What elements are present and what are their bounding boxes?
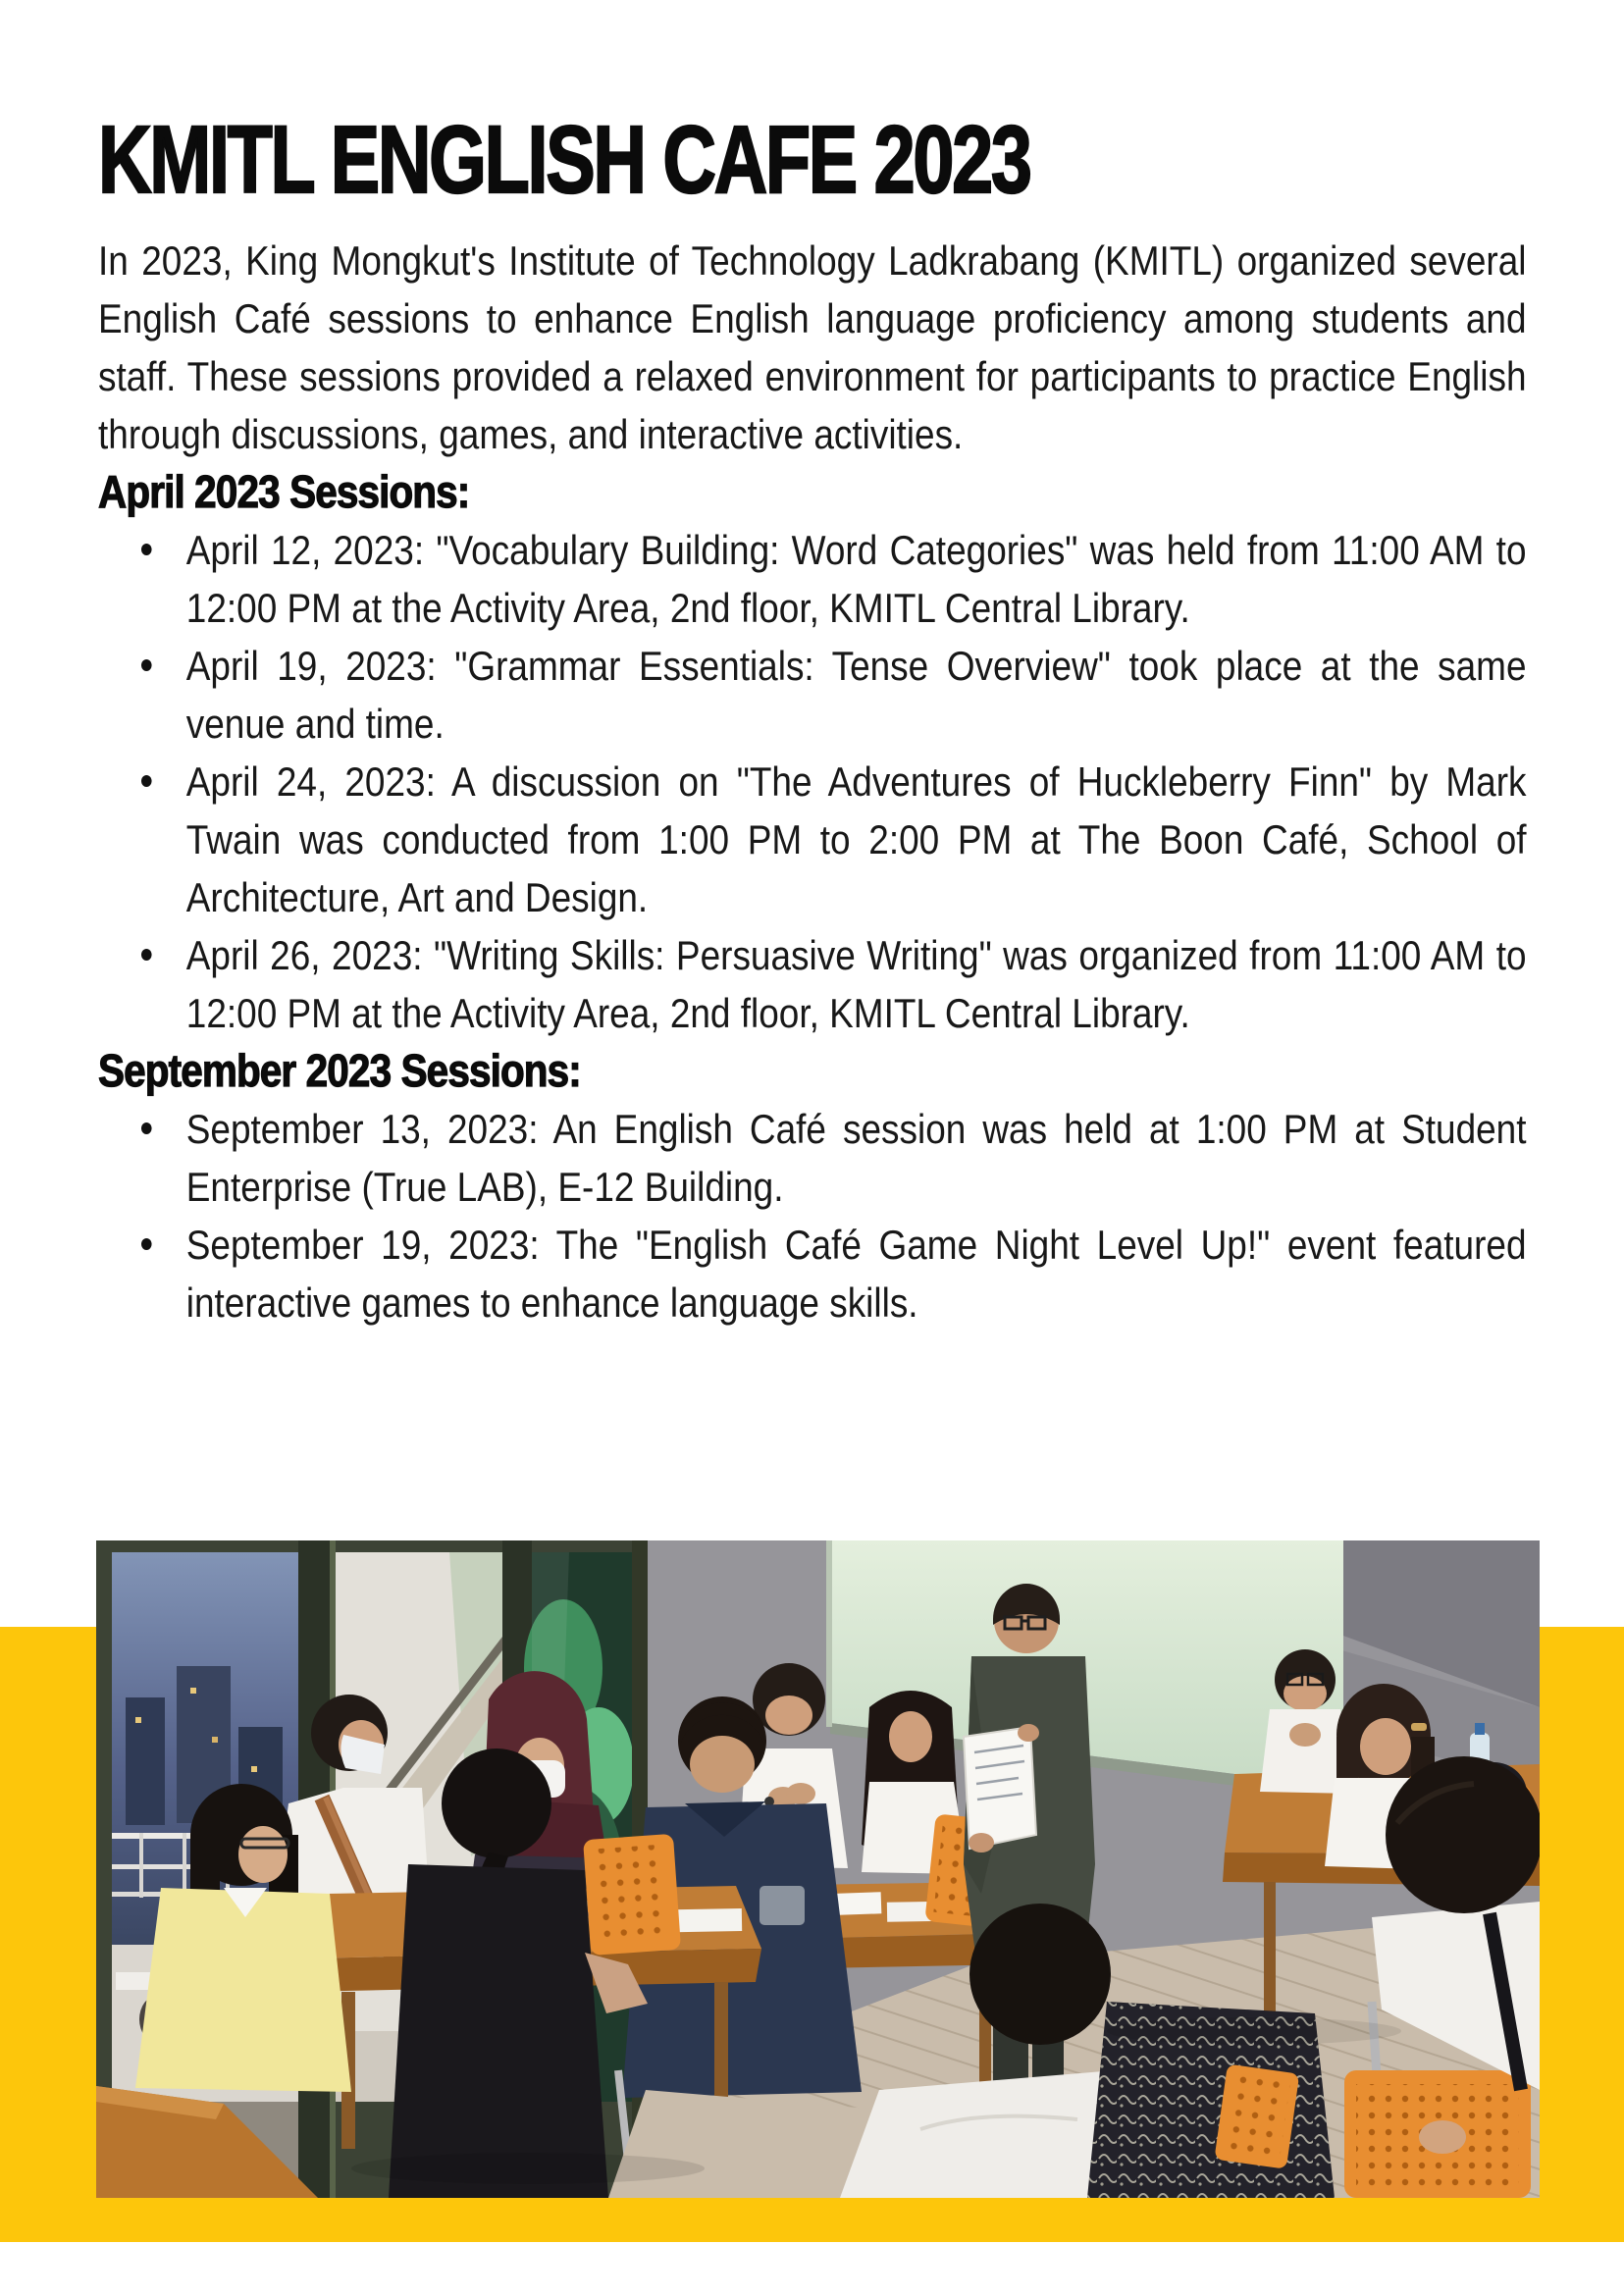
bullet-icon	[141, 544, 152, 555]
list-item-text: April 26, 2023: "Writing Skills: Persuasive Writing" was organized from 11:00 AM to 12:00 PM at the Activity Area, 2nd floor, KMITL Central Library.	[185, 932, 1527, 1036]
classroom-photo	[96, 1540, 1540, 2198]
intro-paragraph: In 2023, King Mongkut's Institute of Technology Ladkrabang (KMITL) organized several English Café sessions to enhance English language proficiency among students and staff. These sessions provided a relaxed environment for participants to practice English through discussions, games, and interactive activities.	[98, 237, 1527, 457]
list-item-text: September 13, 2023: An English Café session was held at 1:00 PM at Student Enterprise (True LAB), E-12 Building.	[185, 1106, 1527, 1210]
list-item	[98, 637, 1527, 753]
april-session-list	[98, 521, 1527, 1042]
section-heading-september: September 2023 Sessions:	[98, 1045, 581, 1096]
bullet-icon	[141, 949, 152, 961]
document-body	[98, 232, 1527, 1331]
list-item	[98, 753, 1527, 926]
list-item	[98, 1100, 1527, 1216]
page-title: KMITL ENGLISH CAFE 2023	[98, 106, 1030, 213]
bullet-icon	[141, 775, 152, 787]
classroom-photo-illustration	[96, 1540, 1540, 2198]
bullet-icon	[141, 1238, 152, 1250]
september-session-list	[98, 1100, 1527, 1331]
list-item	[98, 521, 1527, 637]
list-item-text: April 12, 2023: "Vocabulary Building: Word Categories" was held from 11:00 AM to 12:00 PM at the Activity Area, 2nd floor, KMITL Central Library.	[185, 527, 1527, 631]
list-item-text: April 24, 2023: A discussion on "The Adventures of Huckleberry Finn" by Mark Twain was conducted from 1:00 PM to 2:00 PM at The Boon Café, School of Architecture, Art and Design.	[185, 758, 1527, 920]
bullet-icon	[141, 1122, 152, 1134]
list-item	[98, 926, 1527, 1042]
bullet-icon	[141, 659, 152, 671]
list-item-text: April 19, 2023: "Grammar Essentials: Tense Overview" took place at the same venue and time.	[185, 643, 1527, 747]
list-item	[98, 1216, 1527, 1331]
section-heading-april: April 2023 Sessions:	[98, 466, 470, 517]
list-item-text: September 19, 2023: The "English Café Game Night Level Up!" event featured interactive games to enhance language skills.	[185, 1222, 1527, 1326]
